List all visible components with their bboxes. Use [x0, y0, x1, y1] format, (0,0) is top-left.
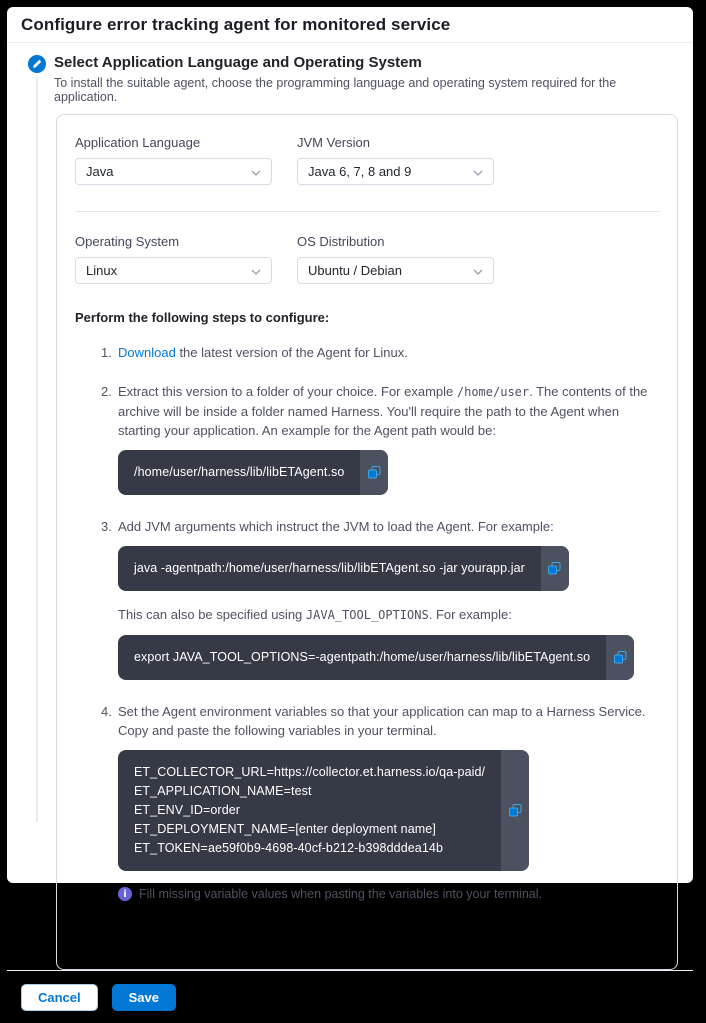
step-2-inline-code: /home/user [456, 385, 530, 399]
chevron-down-icon [473, 262, 483, 280]
step-item-3 [101, 517, 659, 682]
dialog-body [7, 43, 693, 970]
step-2-text-after: . The contents of the archive will be inside a folder named Harness. You'll require the path to the Agent when starting your application. An example for the Agent path would be: [118, 384, 648, 438]
env-var-line: ET_TOKEN=ae59f0b9-4698-40cf-b212-b398dddea14b [134, 841, 444, 855]
step-1-number: 1. [101, 345, 112, 360]
steps-title: Perform the following steps to configure: [75, 310, 330, 325]
copy-icon[interactable] [360, 450, 388, 495]
step-2-text-before: Extract this version to a folder of your choice. For example [118, 384, 457, 399]
edit-pencil-icon [28, 55, 46, 73]
steps-list [75, 343, 659, 903]
java-tool-options-code-block [118, 635, 634, 680]
operating-system-field [75, 230, 272, 284]
step-3-text: Add JVM arguments which instruct the JVM to load the Agent. For example: [118, 519, 554, 534]
step-3-content [118, 517, 659, 682]
chevron-down-icon [251, 163, 261, 181]
dialog-header [7, 7, 693, 43]
agent-path-code: /home/user/harness/lib/libETAgent.so [134, 465, 345, 479]
save-button[interactable]: Save [112, 984, 176, 1011]
step-2-content [118, 382, 659, 497]
application-language-select[interactable] [75, 158, 272, 185]
dialog-title: Configure error tracking agent for monitored service [21, 14, 451, 34]
step-header [7, 43, 693, 104]
info-note-text: Fill missing variable values when pasting the variables into your terminal. [139, 887, 542, 901]
form-row-os [75, 230, 659, 284]
jvm-version-select[interactable] [297, 158, 494, 185]
environment-variables-code [118, 750, 501, 871]
chevron-down-icon [251, 262, 261, 280]
jvm-arguments-code: java -agentpath:/home/user/harness/lib/libETAgent.so -jar yourapp.jar [134, 561, 525, 575]
step-item-4 [101, 702, 659, 903]
step-3-alt-line [118, 605, 655, 625]
info-icon: i [118, 887, 132, 901]
step-heading: Select Application Language and Operating System [54, 54, 422, 71]
java-tool-options-code: export JAVA_TOOL_OPTIONS=-agentpath:/home/user/harness/lib/libETAgent.so [134, 650, 591, 664]
jvm-version-value: Java 6, 7, 8 and 9 [308, 164, 412, 179]
form-row-language [75, 131, 659, 185]
stepper-line [36, 77, 38, 822]
env-var-line: ET_APPLICATION_NAME=test [134, 784, 312, 798]
step-header-text [54, 54, 679, 104]
env-var-line: ET_ENV_ID=order [134, 803, 241, 817]
jvm-version-field [297, 131, 494, 185]
info-note [118, 885, 655, 903]
operating-system-value: Linux [86, 263, 118, 278]
step-item-2 [101, 382, 659, 497]
step-3-alt-after: . For example: [428, 607, 512, 622]
chevron-down-icon [473, 163, 483, 181]
environment-variables-code-block [118, 750, 529, 871]
os-distribution-value: Ubuntu / Debian [308, 263, 402, 278]
env-var-line: ET_DEPLOYMENT_NAME=[enter deployment name] [134, 822, 436, 836]
step-3-number: 3. [101, 519, 112, 534]
step-1-text: the latest version of the Agent for Linux. [175, 345, 408, 360]
step-1-content [118, 343, 659, 362]
copy-icon[interactable] [501, 750, 529, 871]
os-distribution-label: OS Distribution [297, 234, 385, 249]
operating-system-select[interactable] [75, 257, 272, 284]
application-language-field [75, 131, 272, 185]
copy-icon[interactable] [606, 635, 634, 680]
dialog-footer [7, 970, 693, 1023]
dialog-window [7, 7, 693, 1005]
operating-system-label: Operating System [75, 234, 180, 249]
agent-path-code-block [118, 450, 388, 495]
application-language-value: Java [86, 164, 114, 179]
step-description: To install the suitable agent, choose the programming language and operating system required for the application. [54, 76, 617, 104]
step-4-content [118, 702, 659, 903]
step-2-number: 2. [101, 384, 112, 399]
download-link[interactable]: Download [118, 345, 176, 360]
step-4-number: 4. [101, 704, 112, 719]
os-distribution-select[interactable] [297, 257, 494, 284]
step-item-1 [101, 343, 659, 362]
env-var-line: ET_COLLECTOR_URL=https://collector.et.harness.io/qa-paid/ [134, 765, 486, 779]
jvm-arguments-code-block [118, 546, 569, 591]
step-3-alt-before: This can also be specified using [118, 607, 306, 622]
jvm-version-label: JVM Version [297, 135, 370, 150]
form-row-divider [75, 211, 659, 212]
cancel-button[interactable]: Cancel [21, 984, 98, 1011]
application-language-label: Application Language [75, 135, 201, 150]
configuration-card [56, 114, 678, 970]
step-3-alt-code-inline: JAVA_TOOL_OPTIONS [305, 608, 429, 622]
copy-icon[interactable] [541, 546, 569, 591]
os-distribution-field [297, 230, 494, 284]
step-4-text: Set the Agent environment variables so that your application can map to a Harness Service. Copy and paste the following variables in your terminal. [118, 704, 646, 738]
